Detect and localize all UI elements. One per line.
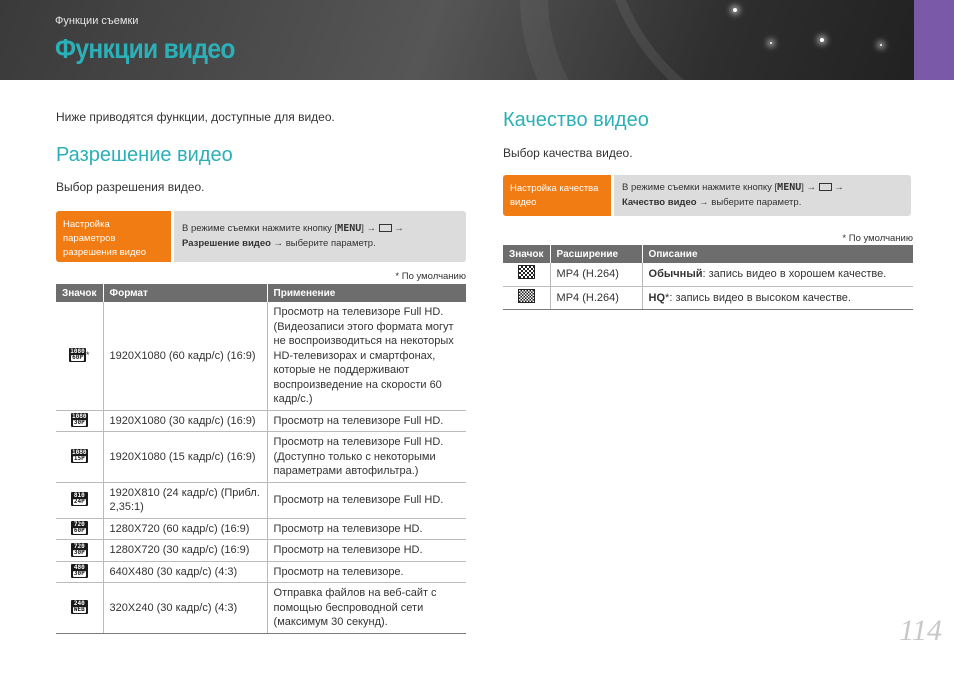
instruction-text — [614, 175, 911, 216]
resolution-icon — [71, 492, 88, 506]
default-marker: * — [665, 291, 670, 304]
resolution-description: Выбор разрешения видео. — [56, 180, 205, 194]
icon-top-label: 720 — [73, 542, 85, 550]
table-row — [56, 432, 466, 483]
instruction-text — [174, 211, 466, 262]
icon-cell — [503, 286, 550, 310]
description-cell — [642, 286, 913, 310]
instruction-label: Настройка качества видео — [503, 175, 611, 216]
resolution-title: Разрешение видео — [56, 144, 233, 166]
usage-cell: Отправка файлов на веб-сайт с помощью беспроводной сети (максимум 30 секунд). — [267, 583, 466, 634]
breadcrumb: Функции съемки — [55, 15, 139, 27]
usage-cell: Просмотр на телевизоре Full HD. (Видеозаписи этого формата могут не воспроизводиться на некоторых HD-телевизорах и смартфонах, которые не поддерживают воспроизведение на скорости 60 кадр/с.) — [267, 302, 466, 410]
usage-cell: Просмотр на телевизоре Full HD. — [267, 410, 466, 432]
instruction-bold: Качество видео — [622, 197, 697, 208]
quality-title: Качество видео — [503, 109, 649, 131]
resolution-icon — [71, 449, 88, 463]
table-row — [56, 583, 466, 634]
instruction-post: → выберите параметр. — [273, 238, 376, 249]
usage-cell: Просмотр на телевизоре. — [267, 561, 466, 583]
instruction-pre: В режиме съемки нажмите кнопку [ — [182, 223, 338, 234]
quality-name: HQ — [648, 291, 666, 304]
table-row — [56, 518, 466, 540]
table-row — [503, 263, 913, 286]
quality-text: : запись видео в хорошем качестве. — [702, 268, 887, 280]
icon-bottom-label: 60P — [72, 354, 83, 361]
table-row — [503, 286, 913, 310]
icon-cell — [56, 482, 103, 518]
usage-cell: Просмотр на телевизоре Full HD. (Доступно только с некоторыми параметрами автофильтра.) — [267, 432, 466, 483]
video-mode-icon — [379, 224, 392, 232]
sparkle-icon — [770, 42, 772, 44]
column-header: Применение — [267, 284, 466, 302]
format-cell: 1280X720 (60 кадр/с) (16:9) — [103, 518, 267, 540]
column-header: Значок — [56, 284, 103, 302]
page-number: 114 — [899, 614, 942, 647]
icon-bottom-label: 15P — [73, 455, 85, 462]
instruction-post: → выберите параметр. — [699, 197, 802, 208]
default-note: * По умолчанию — [395, 271, 466, 282]
icon-cell — [56, 432, 103, 483]
quality-table — [503, 245, 913, 310]
icon-cell — [56, 302, 103, 410]
column-header: Расширение — [550, 245, 642, 263]
icon-cell — [56, 583, 103, 634]
format-cell: 1920X1080 (15 кадр/с) (16:9) — [103, 432, 267, 483]
resolution-table — [56, 284, 466, 634]
icon-bottom-label: 30P — [73, 419, 85, 426]
instruction-label: Настройка параметров разрешения видео — [56, 211, 171, 262]
sparkle-icon — [820, 38, 824, 42]
description-cell — [642, 263, 913, 286]
icon-bottom-label: 30P — [73, 570, 85, 577]
instruction-mid: ] → — [361, 223, 377, 234]
menu-key-icon: MENU — [337, 223, 362, 234]
resolution-icon — [71, 543, 88, 557]
resolution-icon — [71, 600, 88, 614]
icon-cell — [56, 410, 103, 432]
resolution-icon — [71, 564, 88, 578]
table-row — [56, 410, 466, 432]
icon-top-label: 810 — [73, 492, 85, 500]
icon-top-label: 240 — [73, 600, 85, 607]
icon-cell — [503, 263, 550, 286]
instruction-mid: ] → — [801, 182, 817, 193]
quality-text: : запись видео в высоком качестве. — [669, 291, 851, 304]
usage-cell: Просмотр на телевизоре HD. — [267, 518, 466, 540]
chapter-tab — [914, 0, 954, 80]
quality-instruction — [503, 175, 911, 216]
menu-key-icon: MENU — [777, 182, 802, 193]
default-marker: * — [86, 350, 90, 360]
header-banner — [0, 0, 954, 80]
page-title: Функции видео — [55, 33, 235, 64]
quality-name: Обычный — [648, 268, 703, 280]
quality-normal-icon — [518, 265, 535, 279]
icon-cell — [56, 518, 103, 540]
icon-top-label: 1080 — [70, 348, 85, 355]
quality-description: Выбор качества видео. — [503, 146, 633, 160]
icon-bottom-label: 24P — [73, 498, 85, 506]
resolution-icon — [71, 413, 88, 427]
instruction-arrow: → — [834, 182, 844, 193]
instruction-arrow: → — [394, 223, 404, 234]
sparkle-icon — [733, 8, 737, 12]
table-row — [56, 482, 466, 518]
column-header: Описание — [642, 245, 913, 263]
format-cell: 1280X720 (30 кадр/с) (16:9) — [103, 540, 267, 562]
default-note: * По умолчанию — [842, 233, 913, 244]
column-header: Формат — [103, 284, 267, 302]
icon-cell — [56, 540, 103, 562]
icon-top-label: 480 — [73, 564, 85, 571]
icon-bottom-label: 60P — [73, 527, 85, 534]
intro-text: Ниже приводятся функции, доступные для видео. — [56, 110, 335, 124]
usage-cell: Просмотр на телевизоре HD. — [267, 540, 466, 562]
icon-bottom-label: 30P — [73, 548, 85, 556]
icon-top-label: 1080 — [72, 413, 87, 420]
icon-top-label: 1080 — [72, 449, 87, 456]
format-cell: 640X480 (30 кадр/с) (4:3) — [103, 561, 267, 583]
format-cell: 1920X1080 (30 кадр/с) (16:9) — [103, 410, 267, 432]
format-cell: 1920X1080 (60 кадр/с) (16:9) — [103, 302, 267, 410]
column-header: Значок — [503, 245, 550, 263]
format-cell: 320X240 (30 кадр/с) (4:3) — [103, 583, 267, 634]
instruction-bold: Разрешение видео — [182, 238, 271, 249]
resolution-icon — [71, 521, 88, 535]
instruction-pre: В режиме съемки нажмите кнопку [ — [622, 182, 778, 193]
quality-hq-icon — [518, 289, 535, 303]
table-row — [56, 540, 466, 562]
resolution-instruction — [56, 211, 466, 262]
format-cell: 1920X810 (24 кадр/с) (Прибл. 2,35:1) — [103, 482, 267, 518]
icon-bottom-label: WEB — [73, 606, 85, 613]
video-mode-icon — [819, 183, 832, 191]
usage-cell: Просмотр на телевизоре Full HD. — [267, 482, 466, 518]
extension-cell: MP4 (H.264) — [550, 286, 642, 310]
sparkle-icon — [880, 44, 882, 46]
table-row — [56, 561, 466, 583]
icon-cell — [56, 561, 103, 583]
icon-top-label: 720 — [73, 521, 85, 528]
resolution-icon — [69, 348, 86, 362]
table-row — [56, 302, 466, 410]
extension-cell: MP4 (H.264) — [550, 263, 642, 286]
